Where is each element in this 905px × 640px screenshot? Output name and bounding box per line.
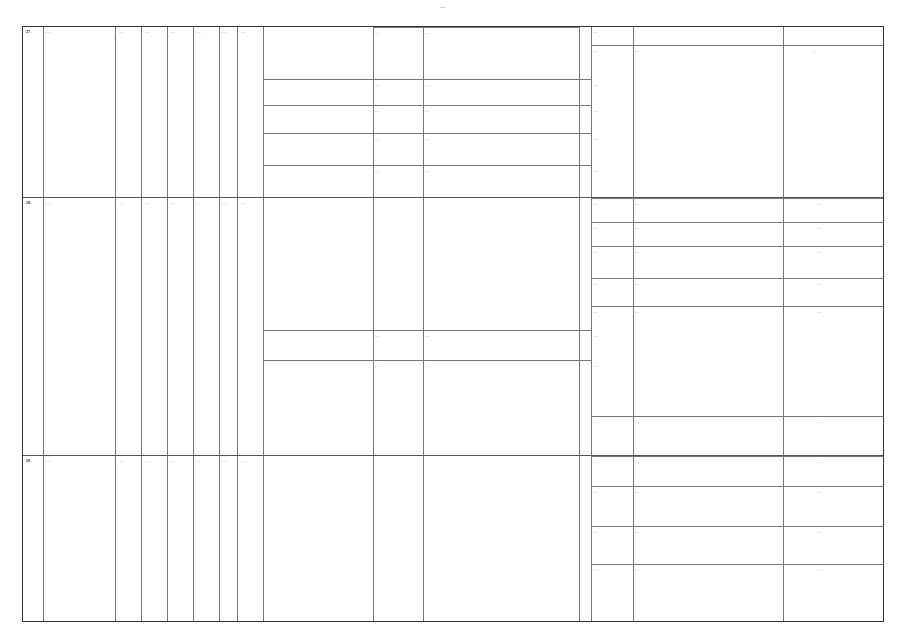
value-cell: … [241, 458, 245, 463]
measure-block [263, 79, 598, 105]
measure-description: … [635, 249, 639, 254]
measure-block [263, 360, 598, 416]
measure-block [591, 526, 883, 564]
value-cell: … [171, 200, 175, 205]
measure-block [591, 246, 883, 278]
measure-block [591, 222, 883, 246]
table-row [23, 455, 883, 621]
measure-block [591, 198, 883, 222]
measure-description: … [425, 30, 429, 35]
page-number: … [440, 4, 446, 10]
measure-description: … [425, 168, 429, 173]
measure-block [591, 278, 883, 306]
measure-description: … [425, 82, 429, 87]
measure-block [591, 45, 883, 105]
location-label: … [375, 333, 379, 338]
document-table [22, 26, 884, 622]
measure-value: … [817, 249, 821, 254]
value-cell: … [119, 29, 123, 34]
measure-block [591, 416, 883, 456]
measure-value: … [817, 567, 821, 572]
street-name: … [46, 458, 50, 463]
street-name: … [46, 200, 50, 205]
measure-description: … [635, 48, 639, 53]
measure-value: … [817, 459, 821, 464]
location-label: … [375, 108, 379, 113]
measure-value: … [817, 529, 821, 534]
measure-value: … [817, 201, 821, 206]
street-name: … [46, 29, 50, 34]
measure-description: … [425, 108, 429, 113]
location-label: … [375, 30, 379, 35]
location-label: … [593, 489, 597, 494]
location-label: … [593, 529, 597, 534]
value-cell: … [222, 200, 226, 205]
location-label: … [593, 567, 597, 572]
measure-value: … [813, 48, 817, 53]
location-label: … [593, 281, 597, 286]
value-cell: … [145, 200, 149, 205]
measure-block [591, 306, 883, 330]
measure-description: … [635, 281, 639, 286]
location-label: … [593, 309, 597, 314]
value-cell: … [241, 29, 245, 34]
measure-description: … [635, 529, 639, 534]
measure-block [263, 330, 598, 360]
row-number: 28. [26, 200, 31, 205]
measure-description: … [635, 567, 639, 572]
measure-description: … [635, 309, 639, 314]
measure-value: … [594, 136, 598, 141]
measure-value: … [817, 281, 821, 286]
table-row [23, 27, 883, 197]
value-cell: … [197, 200, 201, 205]
measure-block [263, 133, 598, 165]
value-cell: … [222, 29, 226, 34]
measure-block [591, 456, 883, 486]
measure-block [591, 564, 883, 604]
value-cell: … [197, 458, 201, 463]
measure-value: … [594, 82, 598, 87]
measure-description: … [635, 489, 639, 494]
value-cell: … [241, 200, 245, 205]
row-number: 29. [26, 458, 31, 463]
measure-block [263, 105, 598, 133]
location-label: … [593, 48, 597, 53]
value-cell: … [145, 458, 149, 463]
measure-description: … [425, 363, 429, 368]
measure-description: … [635, 459, 639, 464]
value-cell: … [119, 458, 123, 463]
location-label: … [593, 201, 597, 206]
location-label: … [593, 249, 597, 254]
location-label: … [375, 136, 379, 141]
measure-description: … [425, 333, 429, 338]
location-label: … [375, 82, 379, 87]
measure-value: … [594, 168, 598, 173]
measure-block [373, 27, 579, 67]
measure-value: … [817, 419, 821, 424]
measure-description: … [425, 136, 429, 141]
measure-block [591, 486, 883, 526]
measure-value: … [817, 489, 821, 494]
location-label: … [375, 363, 379, 368]
location-label: … [593, 459, 597, 464]
measure-value: … [594, 108, 598, 113]
measure-value: … [593, 29, 597, 34]
row-number: 27. [26, 29, 31, 34]
location-label: … [593, 225, 597, 230]
value-cell: … [222, 458, 226, 463]
measure-value: … [817, 225, 821, 230]
value-cell: … [197, 29, 201, 34]
measure-block [263, 165, 598, 197]
value-cell: … [171, 458, 175, 463]
location-label: … [375, 168, 379, 173]
value-cell: … [171, 29, 175, 34]
table-row [23, 197, 883, 455]
measure-value: … [594, 363, 598, 368]
measure-description: … [635, 225, 639, 230]
measure-value: … [817, 309, 821, 314]
value-cell: … [145, 29, 149, 34]
measure-value: … [594, 333, 598, 338]
measure-description: … [635, 419, 639, 424]
measure-description: … [635, 201, 639, 206]
value-cell: … [119, 200, 123, 205]
location-label: … [593, 419, 597, 424]
